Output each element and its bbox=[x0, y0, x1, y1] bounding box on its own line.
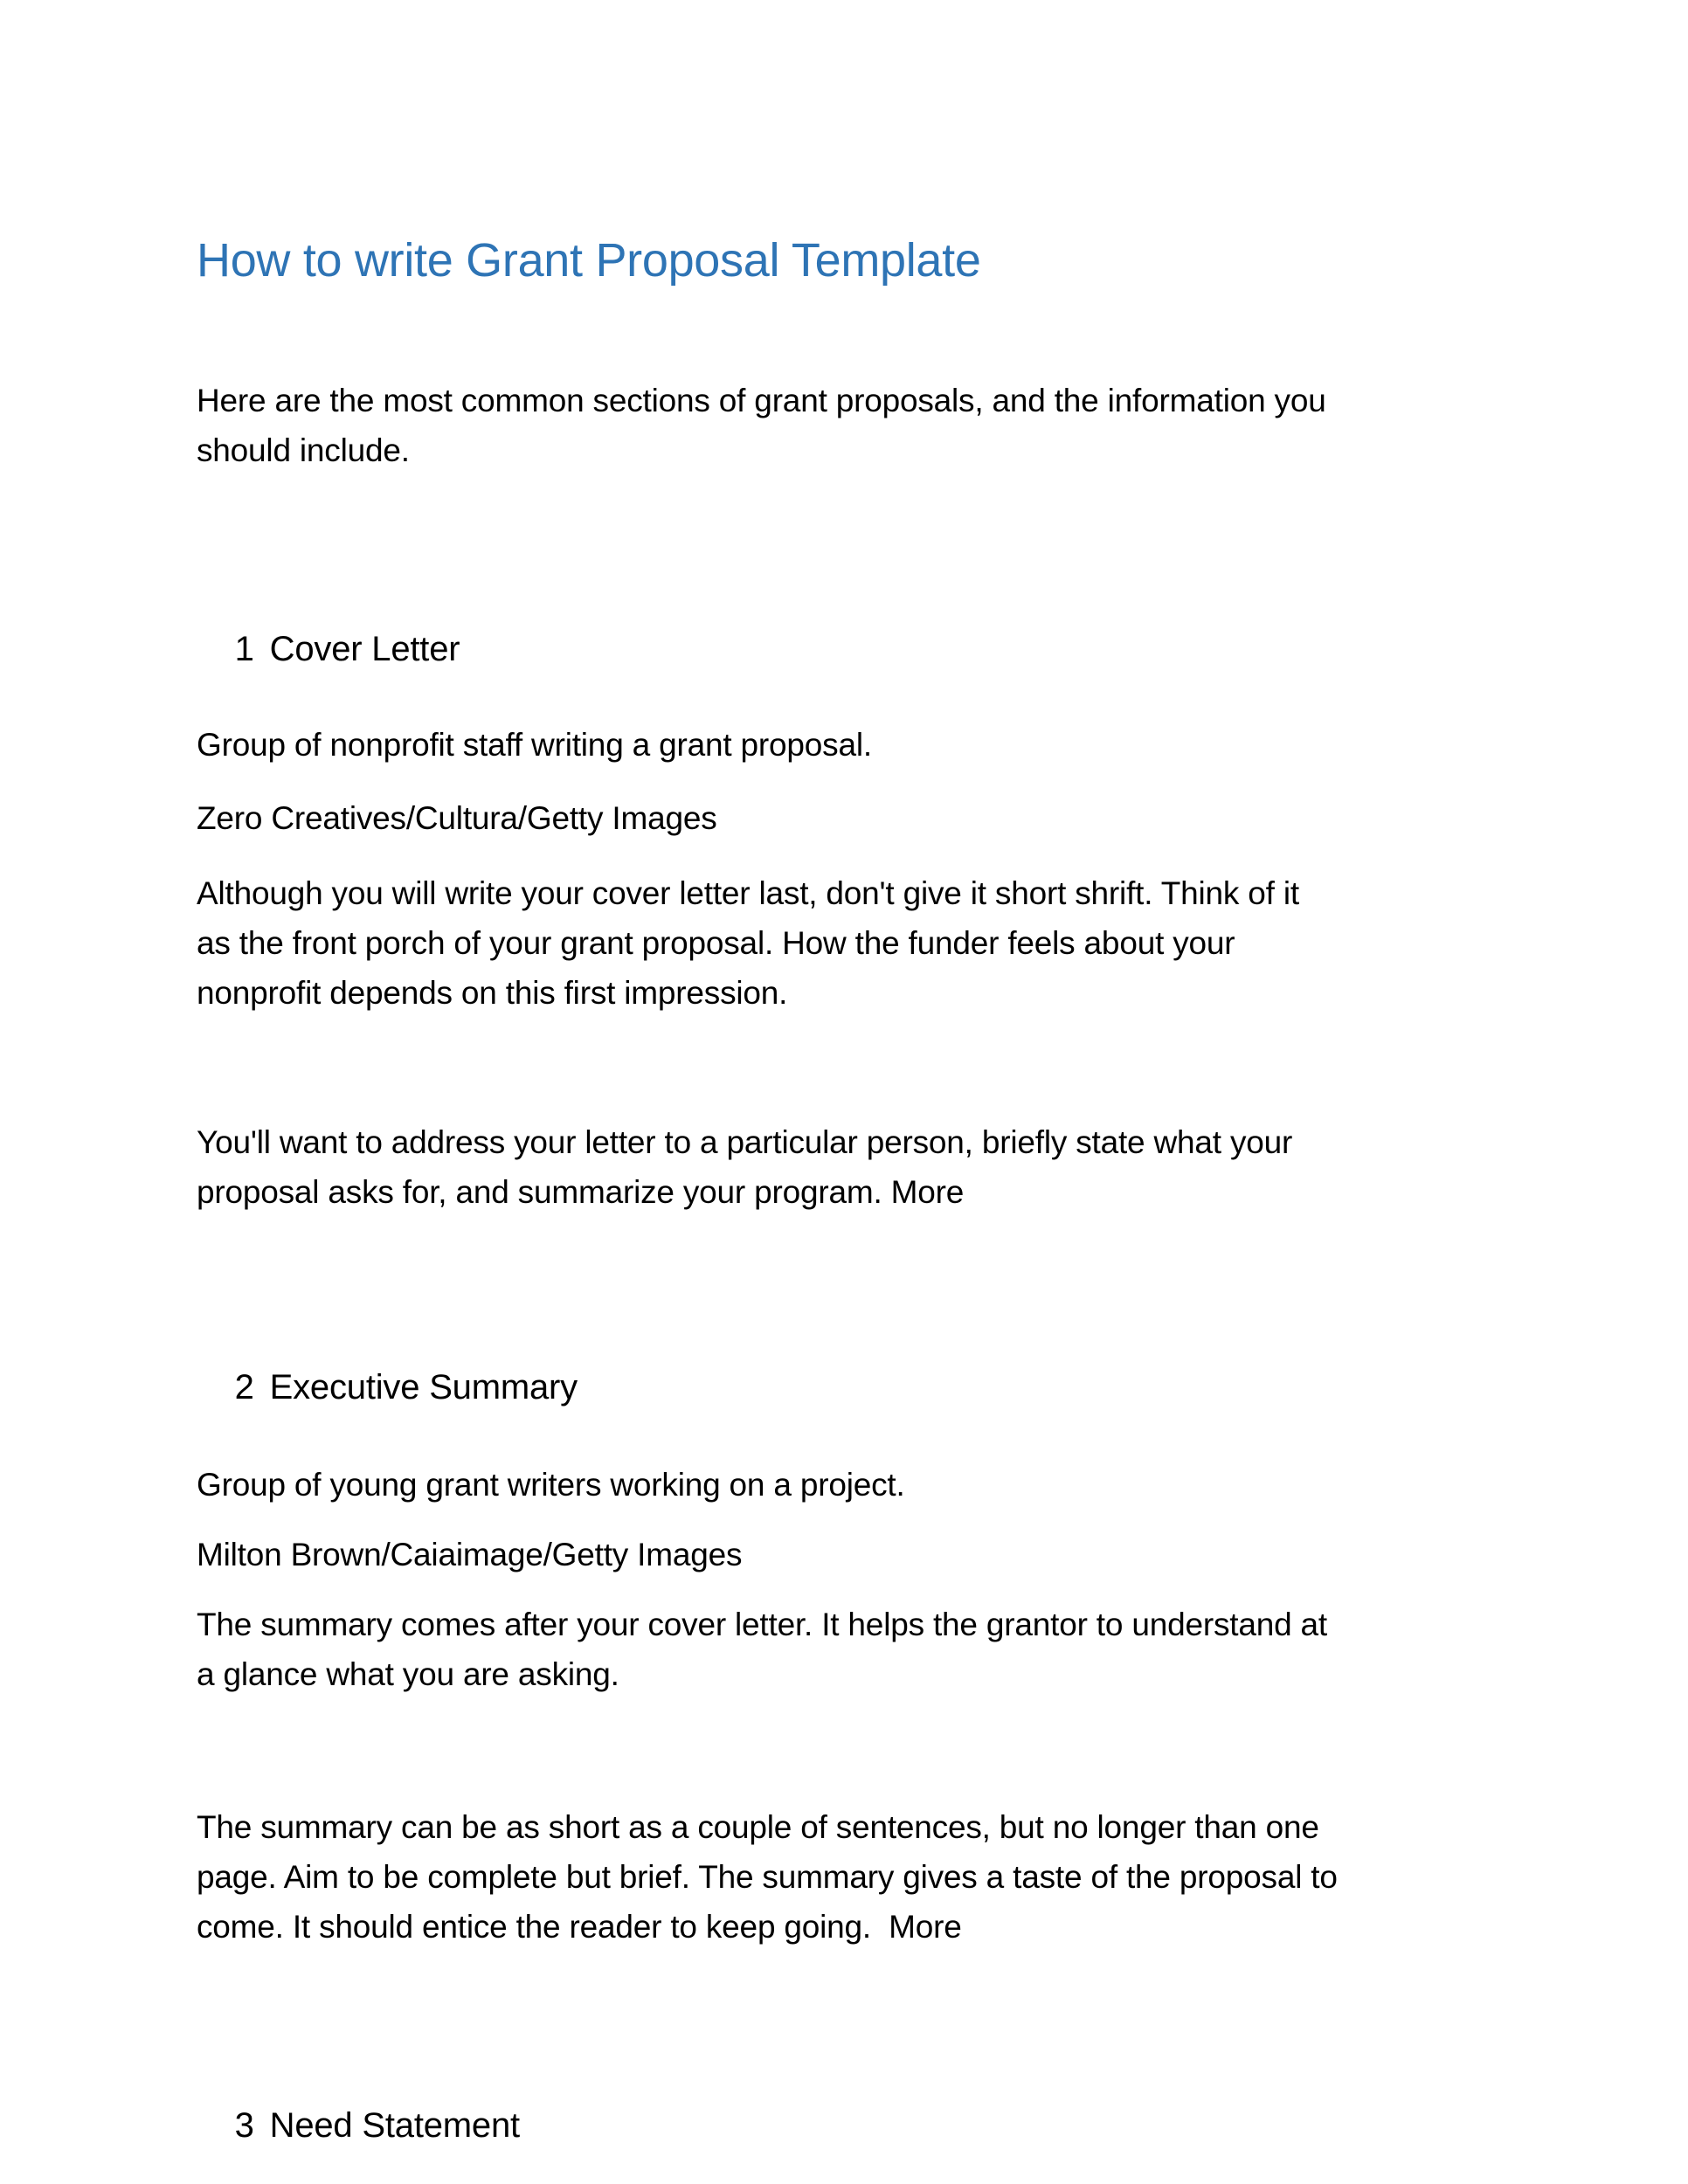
text-line: nonprofit depends on this first impression. bbox=[197, 975, 788, 1011]
text-line: proposal asks for, and summarize your program. More bbox=[197, 1174, 965, 1210]
section-heading-label: Executive Summary bbox=[269, 1368, 578, 1406]
text-line: Although you will write your cover letter last, don't give it short shrift. Think of it bbox=[197, 875, 1299, 911]
text-line: The summary can be as short as a couple of sentences, but no longer than one bbox=[197, 1809, 1319, 1845]
text-line: You'll want to address your letter to a particular person, briefly state what your bbox=[197, 1124, 1293, 1160]
body-paragraph bbox=[197, 868, 1299, 1018]
body-paragraph bbox=[197, 1117, 1292, 1217]
image-caption: Group of young grant writers working on a project. bbox=[197, 1467, 905, 1503]
text-line: Here are the most common sections of grant proposals, and the information you bbox=[197, 383, 1326, 418]
text-line: come. It should entice the reader to keep going. More bbox=[197, 1909, 962, 1945]
text-line: page. Aim to be complete but brief. The summary gives a taste of the proposal to bbox=[197, 1859, 1338, 1895]
section-number: 3 bbox=[234, 2106, 254, 2145]
image-credit: Milton Brown/Caiaimage/Getty Images bbox=[197, 1537, 743, 1572]
text-line: as the front porch of your grant proposal. How the funder feels about your bbox=[197, 925, 1235, 961]
section-heading-need-statement bbox=[197, 2051, 520, 2184]
section-number: 1 bbox=[234, 630, 254, 668]
text-line: should include. bbox=[197, 432, 410, 468]
image-credit: Zero Creatives/Cultura/Getty Images bbox=[197, 800, 717, 836]
section-heading-cover-letter bbox=[197, 575, 460, 724]
document-title: How to write Grant Proposal Template bbox=[197, 234, 981, 287]
image-caption: Group of nonprofit staff writing a grant proposal. bbox=[197, 727, 872, 763]
section-heading-label: Cover Letter bbox=[269, 630, 460, 668]
text-line: a glance what you are asking. bbox=[197, 1656, 619, 1692]
text-line: The summary comes after your cover letter. It helps the grantor to understand at bbox=[197, 1607, 1328, 1642]
section-number: 2 bbox=[234, 1368, 254, 1406]
body-paragraph bbox=[197, 1600, 1327, 1699]
section-heading-label: Need Statement bbox=[269, 2106, 520, 2145]
section-heading-executive-summary bbox=[197, 1313, 578, 1462]
body-paragraph bbox=[197, 1802, 1338, 1952]
intro-paragraph bbox=[197, 376, 1326, 475]
